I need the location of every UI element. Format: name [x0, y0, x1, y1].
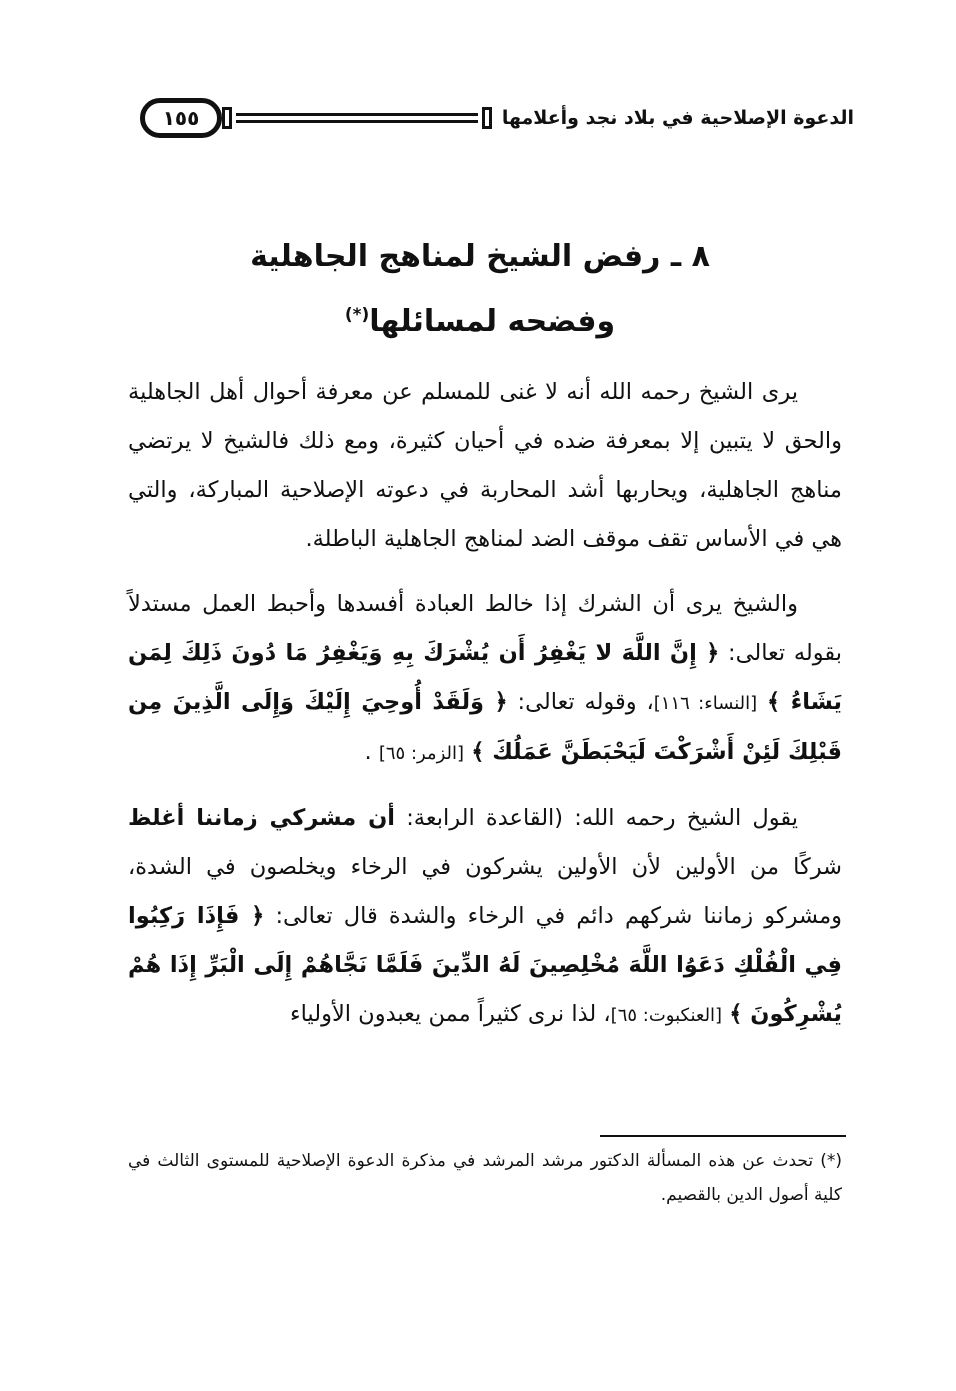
- p3-bold: أن مشركي زماننا أغلظ: [128, 805, 395, 831]
- header-bracket-left: [222, 107, 232, 129]
- p2-end: .: [364, 739, 372, 765]
- paragraph-3: [128, 794, 842, 1040]
- body-text: [128, 368, 842, 1056]
- header-rule: [236, 113, 478, 123]
- header-bracket-right: [482, 107, 492, 129]
- p3-text-a: يقول الشيخ رحمه الله: (القاعدة الرابعة:: [406, 805, 799, 831]
- quran-verse-2: ﴿ وَلَقَدْ أُوحِيَ إِلَيْكَ وَإِلَى الَّذِينَ مِن قَبْلِكَ لَئِنْ أَشْرَكْتَ لَيَحْبَطَنَّ عَمَلُكَ ﴾: [128, 689, 842, 765]
- running-title: الدعوة الإصلاحية في بلاد نجد وأعلامها: [501, 107, 854, 129]
- p2-text-a: والشيخ يرى أن الشرك إذا خالط العبادة أفسدها وأحبط العمل مستدلاً بقوله تعالى:: [128, 591, 843, 666]
- chapter-title-line2-text: وفضحه لمسائلها: [369, 304, 616, 339]
- paragraph-2: [128, 580, 842, 778]
- verse-ref-1: [النساء: ١١٦]: [653, 693, 758, 714]
- footnote-divider: [600, 1135, 846, 1137]
- chapter-title-line2: [130, 286, 830, 351]
- quran-verse-1: ﴿ إِنَّ اللَّهَ لا يَغْفِرُ أَن يُشْرَكَ بِهِ وَيَغْفِرُ مَا دُونَ ذَلِكَ لِمَن يَشَاءُ ﴾: [128, 640, 843, 715]
- page-number: ١٥٥: [140, 98, 222, 138]
- paragraph-1: يرى الشيخ رحمه الله أنه لا غنى للمسلم عن معرفة أحوال أهل الجاهلية والحق لا يتبين إلا بمعرفة ضده في أحيان كثيرة، ومع ذلك فالشيخ لا يرتضي مناهج الجاهلية، ويحاربها أشد المحاربة في دعوته الإصلاحية المباركة، والتي هي في الأساس تقف موقف الضد لمناهج الجاهلية الباطلة.: [128, 379, 842, 552]
- chapter-title: [130, 228, 830, 351]
- p3-text-c: ، لذا نرى كثيراً ممن يعبدون الأولياء: [290, 1001, 611, 1027]
- footnote-marker: (*): [344, 305, 370, 325]
- chapter-title-line1: ٨ ـ رفض الشيخ لمناهج الجاهلية: [250, 239, 710, 274]
- page-header: [128, 92, 854, 144]
- verse-ref-3: [العنكبوت: ٦٥]: [610, 1005, 723, 1026]
- p3-text-b: شركًا من الأولين لأن الأولين يشركون في الرخاء ويخلصون في الشدة، ومشركو زماننا شركهم دائم في الرخاء والشدة قال تعالى:: [128, 854, 842, 929]
- verse-ref-2: [الزمر: ٦٥]: [378, 743, 465, 764]
- p2-text-b: ، وقوله تعالى:: [517, 689, 654, 715]
- quran-verse-3: ﴿ فَإِذَا رَكِبُوا فِي الْفُلْكِ دَعَوُا اللَّهَ مُخْلِصِينَ لَهُ الدِّينَ فَلَمَّا نَجَّاهُمْ إِلَى الْبَرِّ إِذَا هُمْ يُشْرِكُونَ ﴾: [128, 903, 842, 1027]
- footnote: (*) تحدث عن هذه المسألة الدكتور مرشد المرشد في مذكرة الدعوة الإصلاحية للمستوى الثالث في كلية أصول الدين بالقصيم.: [128, 1151, 842, 1205]
